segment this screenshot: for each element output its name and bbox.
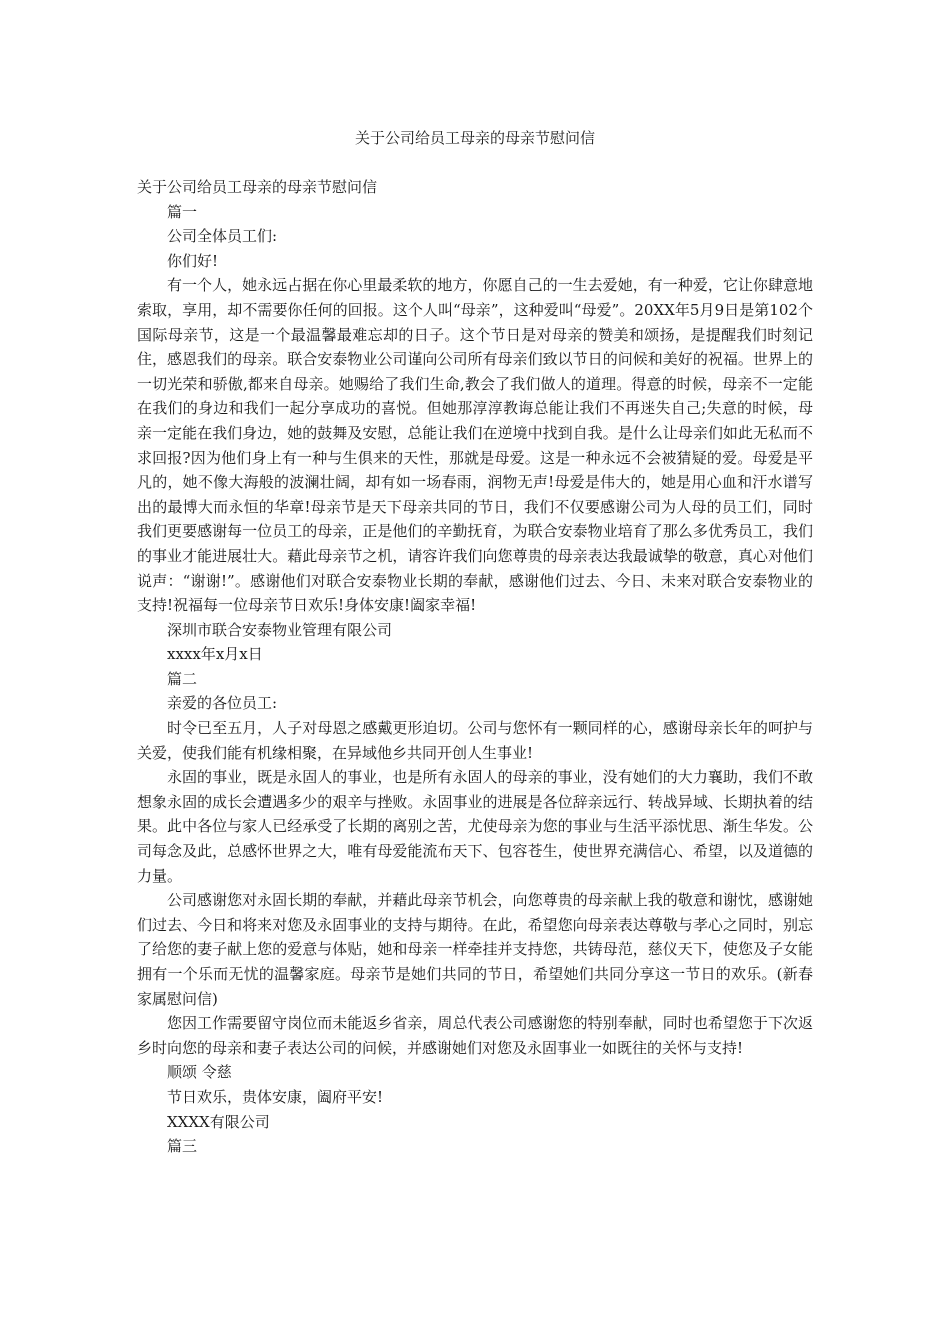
closing-part2: 顺颂 令慈 [167, 1063, 232, 1082]
salutation-part2: 亲爱的各位员工: [167, 694, 278, 713]
signature-part1: 深圳市联合安泰物业管理有限公司 [167, 620, 393, 639]
body-paragraph-part2-2: 永固的事业，既是永固人的事业，也是所有永固人的母亲的事业，没有她们的大力襄助，我们不敢想象永固的成长会遭遇多少的艰辛与挫败。永固事业的进展是各位辞亲远行、转战异域、长期执着的结果。此中各位与家人已经承受了长期的离别之苦，尤使母亲为您的事业与生活平添忧思、渐生华发。公司每念及此，总感怀世界之大，唯有母爱能流布天下、包容苍生，使世界充满信心、希望，以及道德的力量。 [137, 768, 813, 885]
document-title: 关于公司给员工母亲的母亲节慰问信 [137, 178, 378, 196]
page-header-title: 关于公司给员工母亲的母亲节慰问信 [354, 129, 595, 147]
body-paragraph-part2-1: 时令已至五月，人子对母恩之感戴更形迫切。公司与您怀有一颗同样的心，感谢母亲长年的呵护与关爱，使我们能有机缘相聚，在异域他乡共同开创人生事业! [137, 719, 813, 762]
section-label-part2: 篇二 [167, 669, 198, 688]
document-body [137, 175, 813, 1159]
body-paragraph-part2-4: 您因工作需要留守岗位而未能返乡省亲，周总代表公司感谢您的特别奉献，同时也希望您于下次返乡时向您的母亲和妻子表达公司的问候，并感谢她们对您及永固事业一如既往的关怀与支持! [137, 1014, 813, 1057]
salutation-part1: 公司全体员工们: [167, 227, 278, 246]
greeting-part1: 你们好! [167, 251, 219, 270]
section-label-part3: 篇三 [167, 1137, 198, 1156]
signature-part2: XXXX有限公司 [167, 1112, 270, 1131]
section-label-part1: 篇一 [167, 202, 198, 221]
body-paragraph-part1: 有一个人，她永远占据在你心里最柔软的地方，你愿自己的一生去爱她，有一种爱，它让你肆意地索取，享用，却不需要你任何的回报。这个人叫“母亲”，这种爱叫“母爱”。20XX年5月9日是第102个国际母亲节，这是一个最温馨最难忘却的日子。这个节日是对母亲的赞美和颂扬，是提醒我们时刻记住，感恩我们的母亲。联合安泰物业公司谨向公司所有母亲们致以节日的问候和美好的祝福。世界上的一切光荣和骄傲,都来自母亲。她赐给了我们生命,教会了我们做人的道理。得意的时候，母亲不一定能在我们的身边和我们一起分享成功的喜悦。但她那淳淳教诲总能让我们不再迷失自己;失意的时候，母亲一定能在我们身边，她的鼓舞及安慰，总能让我们在逆境中找到自我。是什么让母亲们如此无私而不求回报?因为他们身上有一种与生俱来的天性，那就是母爱。这是一种永远不会被猜疑的爱。母爱是平凡的，她不像大海般的波澜壮阔，却有如一场春雨，润物无声!母爱是伟大的，她是用心血和汗水谱写出的最博大而永恒的华章!母亲节是天下母亲共同的节日，我们不仅要感谢公司为人母的员工们，同时我们更要感谢每一位员工的母亲，正是他们的辛勤抚育，为联合安泰物业培育了那么多优秀员工，我们的事业才能进展壮大。藉此母亲节之机，请容许我们向您尊贵的母亲表达我最诚挚的敬意，真心对他们说声：“谢谢!”。感谢他们对联合安泰物业长期的奉献，感谢他们过去、今日、未来对联合安泰物业的支持!祝福每一位母亲节日欢乐!身体安康!阖家幸福! [137, 276, 813, 615]
body-paragraph-part2-3: 公司感谢您对永固长期的奉献，并藉此母亲节机会，向您尊贵的母亲献上我的敬意和谢忱，感谢她们过去、今日和将来对您及永固事业的支持与期待。在此，希望您向母亲表达尊敬与孝心之同时，别忘了给您的妻子献上您的爱意与体贴，她和母亲一样牵挂并支持您，共铸母范，慈仪天下，使您及子女能拥有一个乐而无忧的温馨家庭。母亲节是她们共同的节日，希望她们共同分享这一节日的欢乐。(新春家属慰问信) [137, 891, 813, 1008]
wishes-part2: 节日欢乐，贵体安康，阖府平安! [167, 1087, 384, 1106]
date-part1: xxxx年x月x日 [167, 645, 263, 664]
